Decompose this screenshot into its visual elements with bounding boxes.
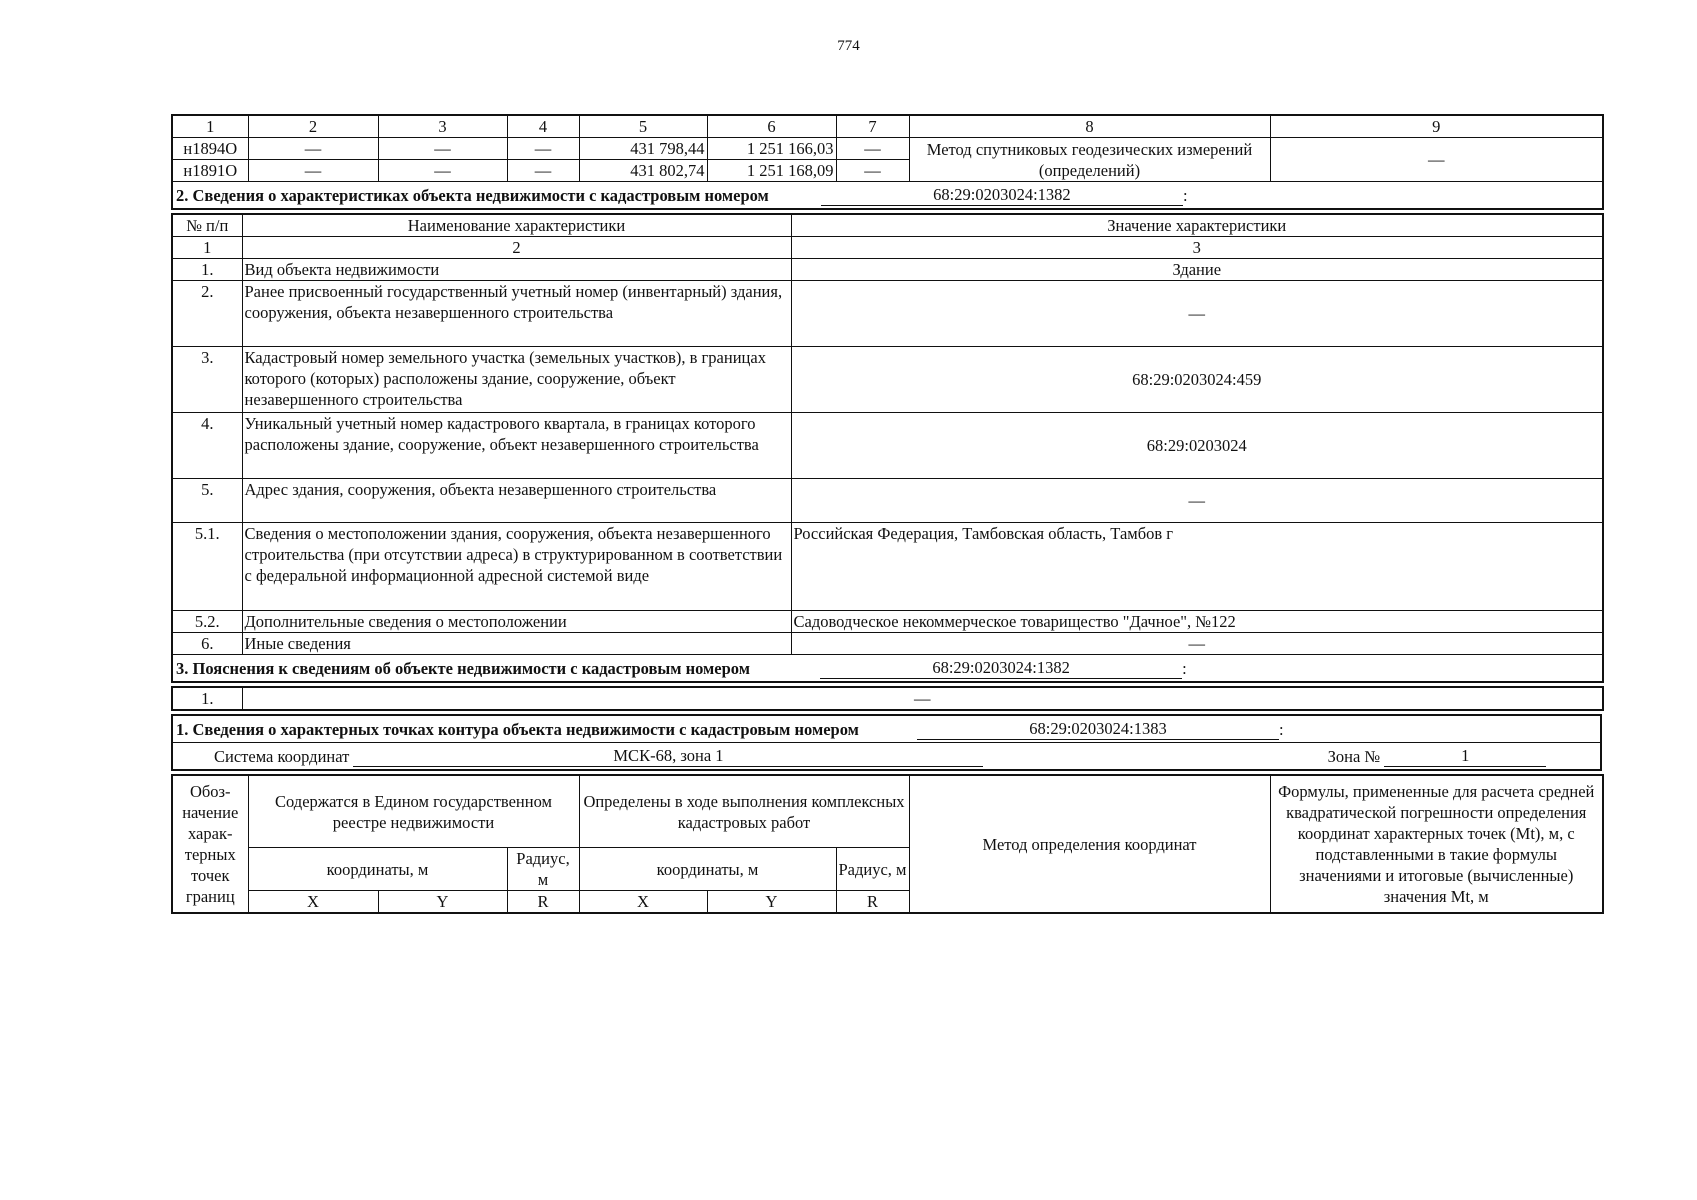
header-r-determined: R bbox=[836, 891, 909, 914]
row-num: 1. bbox=[172, 259, 242, 281]
col-num-2: 2 bbox=[242, 237, 791, 259]
row-name: Кадастровый номер земельного участка (земельных участков), в границах которого (которых) расположены здание, сооружение, объект незавершенного строительства bbox=[242, 347, 791, 413]
table-row bbox=[172, 281, 1603, 347]
zone-label: Зона № bbox=[1327, 747, 1381, 766]
coordinate-table bbox=[171, 114, 1604, 210]
header-radius-determined: Радиус, м bbox=[836, 848, 909, 891]
section-2-cadastral-number: 68:29:0203024:1382 bbox=[821, 184, 1183, 206]
section-3-title-row bbox=[172, 655, 1603, 683]
radius: — bbox=[836, 138, 909, 160]
radius: — bbox=[836, 160, 909, 182]
col-num-3: 3 bbox=[791, 237, 1603, 259]
characteristics-header-row bbox=[172, 214, 1603, 237]
row-value: Садоводческое некоммерческое товарищество "Дачное", №122 bbox=[791, 611, 1603, 633]
row-value: — bbox=[791, 633, 1603, 655]
col-num-1: 1 bbox=[172, 237, 242, 259]
row-value: Российская Федерация, Тамбовская область, Тамбов г bbox=[791, 523, 1603, 611]
header-radius-egrn: Радиус, м bbox=[507, 848, 579, 891]
section-2-title-row bbox=[172, 182, 1603, 210]
cell: — bbox=[507, 160, 579, 182]
table-row bbox=[172, 259, 1603, 281]
header-num: № п/п bbox=[172, 214, 242, 237]
col-num-6: 6 bbox=[707, 115, 836, 138]
characteristics-colnum-row bbox=[172, 237, 1603, 259]
row-name: Ранее присвоенный государственный учетный номер (инвентарный) здания, сооружения, объекта незавершенного строительства bbox=[242, 281, 791, 347]
coord-x: 431 802,74 bbox=[579, 160, 707, 182]
cell: — bbox=[507, 138, 579, 160]
table-row bbox=[172, 523, 1603, 611]
row-name: Адрес здания, сооружения, объекта незавершенного строительства bbox=[242, 479, 791, 523]
row-value: 68:29:0203024 bbox=[791, 413, 1603, 479]
cell: — bbox=[248, 138, 378, 160]
column-numbers-row bbox=[172, 115, 1603, 138]
col-num-5: 5 bbox=[579, 115, 707, 138]
coord-system-label: Система координат bbox=[214, 747, 350, 766]
section-1b-title-row bbox=[172, 715, 1601, 743]
row-num: 5. bbox=[172, 479, 242, 523]
coord-x: 431 798,44 bbox=[579, 138, 707, 160]
header-value: Значение характеристики bbox=[791, 214, 1603, 237]
point-designation: н1894О bbox=[172, 138, 248, 160]
table-row bbox=[172, 611, 1603, 633]
method-cell: Метод спутниковых геодезических измерений (определений) bbox=[909, 138, 1270, 182]
section-3-title: 3. Пояснения к сведениям об объекте недвижимости с кадастровым номером bbox=[176, 659, 750, 678]
explanations-table bbox=[171, 686, 1604, 711]
row-name: Иные сведения bbox=[242, 633, 791, 655]
row-name: Сведения о местоположении здания, сооружения, объекта незавершенного строительства (при отсутствии адреса) в структурированном в соответствии с федеральной информационной адресной системой виде bbox=[242, 523, 791, 611]
row-num: 2. bbox=[172, 281, 242, 347]
col-num-8: 8 bbox=[909, 115, 1270, 138]
table-row bbox=[172, 347, 1603, 413]
next-coordinate-header-table bbox=[171, 774, 1604, 914]
coord-system-value: МСК-68, зона 1 bbox=[353, 745, 983, 767]
section-1b-title: 1. Сведения о характерных точках контура объекта недвижимости с кадастровым номером bbox=[176, 720, 859, 739]
row-value: — bbox=[242, 687, 1603, 710]
header-y-determined: Y bbox=[707, 891, 836, 914]
header-formula: Формулы, примененные для расчета средней квадратической погрешности определения координат характерных точек (Mt), м, с подставленными в такие формулы значениями и итоговые (вычисленные) значения Mt, м bbox=[1270, 775, 1603, 913]
cell: — bbox=[378, 160, 507, 182]
section-2-suffix: : bbox=[1182, 186, 1188, 205]
header-coords-determined: координаты, м bbox=[579, 848, 836, 891]
header-y-egrn: Y bbox=[378, 891, 507, 914]
section-3-cadastral-number: 68:29:0203024:1382 bbox=[820, 657, 1182, 679]
header-x-egrn: X bbox=[248, 891, 378, 914]
section-1b-suffix: : bbox=[1279, 720, 1284, 739]
cell: — bbox=[378, 138, 507, 160]
table-row bbox=[172, 479, 1603, 523]
section-3-suffix: : bbox=[1182, 659, 1187, 678]
coord-y: 1 251 166,03 bbox=[707, 138, 836, 160]
header-r-egrn: R bbox=[507, 891, 579, 914]
header-method: Метод определения координат bbox=[909, 775, 1270, 913]
table-row bbox=[172, 687, 1603, 710]
header-designation: Обоз-начение харак-терных точек границ bbox=[172, 775, 248, 913]
header-coords-egrn: координаты, м bbox=[248, 848, 507, 891]
row-name: Вид объекта недвижимости bbox=[242, 259, 791, 281]
section-2-title: 2. Сведения о характеристиках объекта недвижимости с кадастровым номером bbox=[176, 186, 769, 205]
col-num-3: 3 bbox=[378, 115, 507, 138]
table-row bbox=[172, 633, 1603, 655]
page-number: 774 bbox=[837, 38, 860, 54]
col-num-4: 4 bbox=[507, 115, 579, 138]
document-body bbox=[171, 114, 1602, 914]
col-num-2: 2 bbox=[248, 115, 378, 138]
row-value: 68:29:0203024:459 bbox=[791, 347, 1603, 413]
zone-value: 1 bbox=[1384, 745, 1546, 767]
coord-system-row bbox=[172, 743, 1601, 771]
header-determined: Определены в ходе выполнения комплексных кадастровых работ bbox=[579, 775, 909, 848]
row-num: 4. bbox=[172, 413, 242, 479]
row-name: Уникальный учетный номер кадастрового квартала, в границах которого расположены здание, сооружение, объект незавершенного строительства bbox=[242, 413, 791, 479]
col-num-1: 1 bbox=[172, 115, 248, 138]
row-value: — bbox=[791, 479, 1603, 523]
table-row bbox=[172, 138, 1603, 160]
point-designation: н1891О bbox=[172, 160, 248, 182]
next-object-title-table bbox=[171, 714, 1602, 771]
col-num-7: 7 bbox=[836, 115, 909, 138]
header-egrn: Содержатся в Едином государственном реестре недвижимости bbox=[248, 775, 579, 848]
header-name: Наименование характеристики bbox=[242, 214, 791, 237]
row-name: Дополнительные сведения о местоположении bbox=[242, 611, 791, 633]
row-value: Здание bbox=[791, 259, 1603, 281]
section-1b-cadastral-number: 68:29:0203024:1383 bbox=[917, 718, 1279, 740]
formula-cell: — bbox=[1270, 138, 1603, 182]
row-num: 5.1. bbox=[172, 523, 242, 611]
header-x-determined: X bbox=[579, 891, 707, 914]
characteristics-table bbox=[171, 213, 1604, 683]
row-num: 6. bbox=[172, 633, 242, 655]
coord-y: 1 251 168,09 bbox=[707, 160, 836, 182]
cell: — bbox=[248, 160, 378, 182]
row-num: 3. bbox=[172, 347, 242, 413]
row-num: 5.2. bbox=[172, 611, 242, 633]
row-num: 1. bbox=[172, 687, 242, 710]
row-value: — bbox=[791, 281, 1603, 347]
table-row bbox=[172, 413, 1603, 479]
col-num-9: 9 bbox=[1270, 115, 1603, 138]
